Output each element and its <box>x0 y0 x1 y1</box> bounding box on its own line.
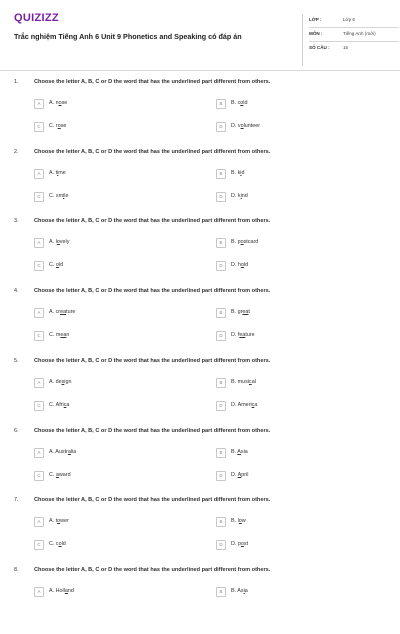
option-text <box>231 239 258 245</box>
option-letter-box[interactable]: B <box>216 238 226 248</box>
option-letter-box[interactable]: C <box>34 192 44 202</box>
option-letter-box[interactable]: B <box>216 308 226 318</box>
option-label: C. <box>49 192 56 199</box>
option-text <box>231 332 255 338</box>
option-letter-box[interactable]: D <box>216 122 226 132</box>
header-divider <box>0 70 400 71</box>
word-part: st <box>243 541 249 548</box>
question-block <box>0 355 400 425</box>
option-label: A. <box>49 100 56 106</box>
option-label: C. <box>49 332 56 339</box>
option-text <box>49 518 69 524</box>
option-text <box>49 332 69 338</box>
option-label: B. <box>231 378 238 385</box>
option-letter-box[interactable]: D <box>216 331 226 341</box>
worksheet-header <box>14 8 386 64</box>
question-block <box>0 564 400 634</box>
question-block <box>0 494 400 564</box>
question-prompt: Choose the letter A, B, C or D the word that has the underlined part different from others. <box>34 288 271 295</box>
question-block <box>0 285 400 355</box>
word-part: n <box>66 332 70 339</box>
option-text <box>49 449 76 455</box>
word-part: de <box>55 378 62 385</box>
option-letter-box[interactable]: C <box>34 122 44 132</box>
question-number: 5. <box>14 357 19 364</box>
meta-value: 15 <box>343 45 349 50</box>
word-part: al <box>251 378 256 385</box>
option-label: A. <box>49 448 56 455</box>
option-text <box>231 100 248 106</box>
option-label: B. <box>231 100 238 106</box>
option-text <box>231 309 250 315</box>
word-part: ld <box>243 100 248 106</box>
meta-row-subject <box>309 28 399 42</box>
option-label: D. <box>231 401 238 408</box>
underlined-part: o <box>240 541 244 548</box>
underlined-part: a <box>64 587 68 594</box>
question-prompt: Choose the letter A, B, C or D the word that has the underlined part different from others. <box>34 218 271 225</box>
word-part: nd <box>67 587 74 594</box>
meta-label: MÔN : <box>309 31 323 36</box>
option-label: A. <box>49 239 56 246</box>
underlined-part: o <box>238 518 242 525</box>
question-block <box>0 76 400 146</box>
option-letter-box[interactable]: D <box>216 401 226 411</box>
word-part: me <box>58 169 66 176</box>
underlined-part: o <box>58 100 62 106</box>
word-part: stcard <box>243 239 259 246</box>
question-number: 1. <box>14 79 19 85</box>
word-part: sm <box>55 192 64 199</box>
option-text <box>231 541 248 547</box>
underlined-part: A <box>237 448 241 455</box>
word-part: Ameri <box>237 401 252 408</box>
question-block <box>0 215 400 285</box>
underlined-part: a <box>55 471 59 478</box>
option-label: B. <box>231 239 238 246</box>
word-part: w <box>241 518 246 525</box>
option-label: D. <box>231 192 238 199</box>
question-prompt: Choose the letter A, B, C or D the word that has the underlined part different from others. <box>34 148 271 155</box>
option-text <box>49 309 75 315</box>
word-part: c <box>55 541 59 548</box>
option-text <box>49 588 74 594</box>
word-part: se <box>61 100 68 106</box>
question-block <box>0 425 400 495</box>
option-label: B. <box>231 448 238 455</box>
question-number: 4. <box>14 288 19 295</box>
word-part: ld <box>61 541 66 548</box>
word-part: h <box>237 262 241 269</box>
underlined-part: ea <box>239 332 246 339</box>
word-part: t <box>55 518 58 525</box>
underlined-part: o <box>57 518 61 525</box>
option-text <box>49 472 71 478</box>
word-part: t <box>55 169 58 176</box>
word-part: p <box>237 541 241 548</box>
word-part: p <box>237 239 241 246</box>
option-text <box>49 541 66 547</box>
meta-row-count <box>309 42 399 55</box>
option-letter-box[interactable]: D <box>216 261 226 271</box>
word-part: ture <box>245 332 255 339</box>
word-part: f <box>237 332 240 339</box>
option-text <box>231 262 248 268</box>
option-text <box>231 588 248 594</box>
word-part: l <box>237 518 239 525</box>
question-prompt: Choose the letter A, B, C or D the word that has the underlined part different from others. <box>34 357 271 364</box>
question-number: 6. <box>14 427 19 434</box>
word-part: Afri <box>55 401 64 408</box>
option-label: C. <box>49 123 56 129</box>
option-letter-box[interactable]: C <box>34 261 44 271</box>
word-part: m <box>55 332 61 339</box>
option-label: D. <box>231 332 238 339</box>
option-letter-box[interactable]: D <box>216 540 226 550</box>
underlined-part: o <box>55 262 59 269</box>
underlined-part: a <box>67 448 71 455</box>
word-part: pril <box>241 471 249 478</box>
option-label: A. <box>49 378 56 385</box>
underlined-part: i <box>243 587 245 594</box>
underlined-part: o <box>56 239 60 246</box>
meta-row-class <box>309 14 399 28</box>
word-part: se <box>60 123 67 129</box>
word-part: a <box>254 401 258 408</box>
option-letter-box[interactable]: A <box>34 448 44 458</box>
word-part: ward <box>58 471 71 478</box>
word-part: Holl <box>55 587 65 594</box>
option-label: B. <box>231 587 238 594</box>
option-letter-box[interactable]: A <box>34 238 44 248</box>
question-number: 8. <box>14 566 19 573</box>
meta-label: SỐ CÂU : <box>309 45 330 50</box>
word-part: ign <box>64 378 72 385</box>
option-letter-box[interactable]: B <box>216 99 226 109</box>
word-part: ld <box>243 262 249 269</box>
word-part: a <box>244 587 248 594</box>
option-text <box>49 239 69 245</box>
quizizz-logo[interactable]: QUIZIZZ <box>14 12 59 24</box>
underlined-part: i <box>63 192 65 199</box>
meta-box <box>302 14 399 66</box>
underlined-part: o <box>240 100 244 106</box>
word-part: Austr <box>55 448 68 455</box>
option-label: C. <box>49 471 56 478</box>
underlined-part: ea <box>60 332 67 339</box>
option-label: B. <box>231 518 238 525</box>
option-text <box>231 518 246 524</box>
meta-value: Tiếng Anh (mới) <box>343 31 376 36</box>
word-part: k <box>237 169 241 176</box>
word-part: cr <box>55 309 61 316</box>
underlined-part: c <box>63 401 67 408</box>
option-text <box>49 262 63 268</box>
option-label: D. <box>231 541 238 548</box>
option-label: D. <box>231 262 238 269</box>
option-label: D. <box>231 123 238 129</box>
word-part: a <box>66 401 70 408</box>
option-letter-box[interactable]: A <box>34 378 44 388</box>
question-prompt: Choose the letter A, B, C or D the word that has the underlined part different from others. <box>34 79 271 85</box>
underlined-part: o <box>240 123 244 129</box>
option-letter-box[interactable]: B <box>216 587 226 597</box>
question-block <box>0 146 400 216</box>
underlined-part: c <box>248 378 252 385</box>
option-letter-box[interactable]: A <box>34 517 44 527</box>
underlined-part: c <box>251 401 255 408</box>
option-letter-box[interactable]: B <box>216 169 226 179</box>
word-part: wer <box>60 518 69 525</box>
option-label: C. <box>49 541 56 548</box>
underlined-part: i <box>240 192 242 199</box>
option-letter-box[interactable]: A <box>34 587 44 597</box>
word-part: ld <box>58 262 64 269</box>
option-label: C. <box>49 262 56 269</box>
option-text <box>49 123 66 129</box>
option-letter-box[interactable]: B <box>216 517 226 527</box>
word-part: As <box>237 587 244 594</box>
question-prompt: Choose the letter A, B, C or D the word that has the underlined part different from others. <box>34 497 271 504</box>
underlined-part: o <box>58 541 62 548</box>
option-label: A. <box>49 518 56 525</box>
option-letter-box[interactable]: C <box>34 401 44 411</box>
option-letter-box[interactable]: C <box>34 471 44 481</box>
option-text <box>49 402 69 408</box>
option-text <box>231 402 257 408</box>
option-text <box>231 449 248 455</box>
word-part: ture <box>66 309 76 316</box>
word-part: k <box>237 192 241 199</box>
underlined-part: i <box>57 169 59 176</box>
underlined-part: A <box>237 471 242 478</box>
underlined-part: s <box>61 378 65 385</box>
meta-label: LỚP : <box>309 17 322 22</box>
option-text <box>49 170 66 176</box>
option-letter-box[interactable]: A <box>34 99 44 109</box>
option-text <box>231 193 248 199</box>
page-title: Trắc nghiệm Tiếng Anh 6 Unit 9 Phonetics and Speaking có đáp án <box>14 32 242 41</box>
option-text <box>231 472 248 478</box>
word-part: lia <box>70 448 77 455</box>
word-part: n <box>55 100 59 106</box>
underlined-part: o <box>240 262 244 269</box>
word-part: vely <box>59 239 70 246</box>
option-letter-box[interactable]: B <box>216 448 226 458</box>
word-part: nd <box>241 192 248 199</box>
word-part: t <box>248 309 250 316</box>
word-part: gr <box>237 309 243 316</box>
option-letter-box[interactable]: B <box>216 378 226 388</box>
option-letter-box[interactable]: C <box>34 331 44 341</box>
word-part: d <box>241 169 245 176</box>
word-part: c <box>237 100 241 106</box>
option-letter-box[interactable]: D <box>216 192 226 202</box>
word-part: musi <box>237 378 249 385</box>
word-part: r <box>55 123 58 129</box>
option-text <box>49 193 68 199</box>
option-letter-box[interactable]: A <box>34 169 44 179</box>
underlined-part: o <box>57 123 61 129</box>
option-letter-box[interactable]: A <box>34 308 44 318</box>
option-text <box>231 170 245 176</box>
option-text <box>231 123 260 129</box>
question-number: 2. <box>14 148 19 155</box>
option-label: A. <box>49 587 56 594</box>
underlined-part: ea <box>60 309 67 316</box>
meta-value: Lớp 6 <box>343 17 355 22</box>
question-number: 7. <box>14 497 19 504</box>
option-text <box>49 379 72 385</box>
underlined-part: ea <box>242 309 249 316</box>
question-prompt: Choose the letter A, B, C or D the word that has the underlined part different from others. <box>34 427 271 434</box>
word-part: l <box>55 239 57 246</box>
option-label: B. <box>231 169 238 176</box>
word-part: sia <box>240 448 248 455</box>
option-label: C. <box>49 401 56 408</box>
option-label: D. <box>231 471 238 478</box>
option-letter-box[interactable]: D <box>216 471 226 481</box>
option-label: B. <box>231 309 238 316</box>
option-text <box>231 379 256 385</box>
word-part: lunteer <box>243 123 261 129</box>
option-label: A. <box>49 169 56 176</box>
underlined-part: i <box>240 169 242 176</box>
question-prompt: Choose the letter A, B, C or D the word that has the underlined part different from others. <box>34 566 271 573</box>
word-part: v <box>237 123 241 129</box>
word-part: le <box>64 192 69 199</box>
option-text <box>49 100 67 106</box>
option-label: A. <box>49 309 56 316</box>
question-number: 3. <box>14 218 19 225</box>
underlined-part: o <box>240 239 244 246</box>
option-letter-box[interactable]: C <box>34 540 44 550</box>
